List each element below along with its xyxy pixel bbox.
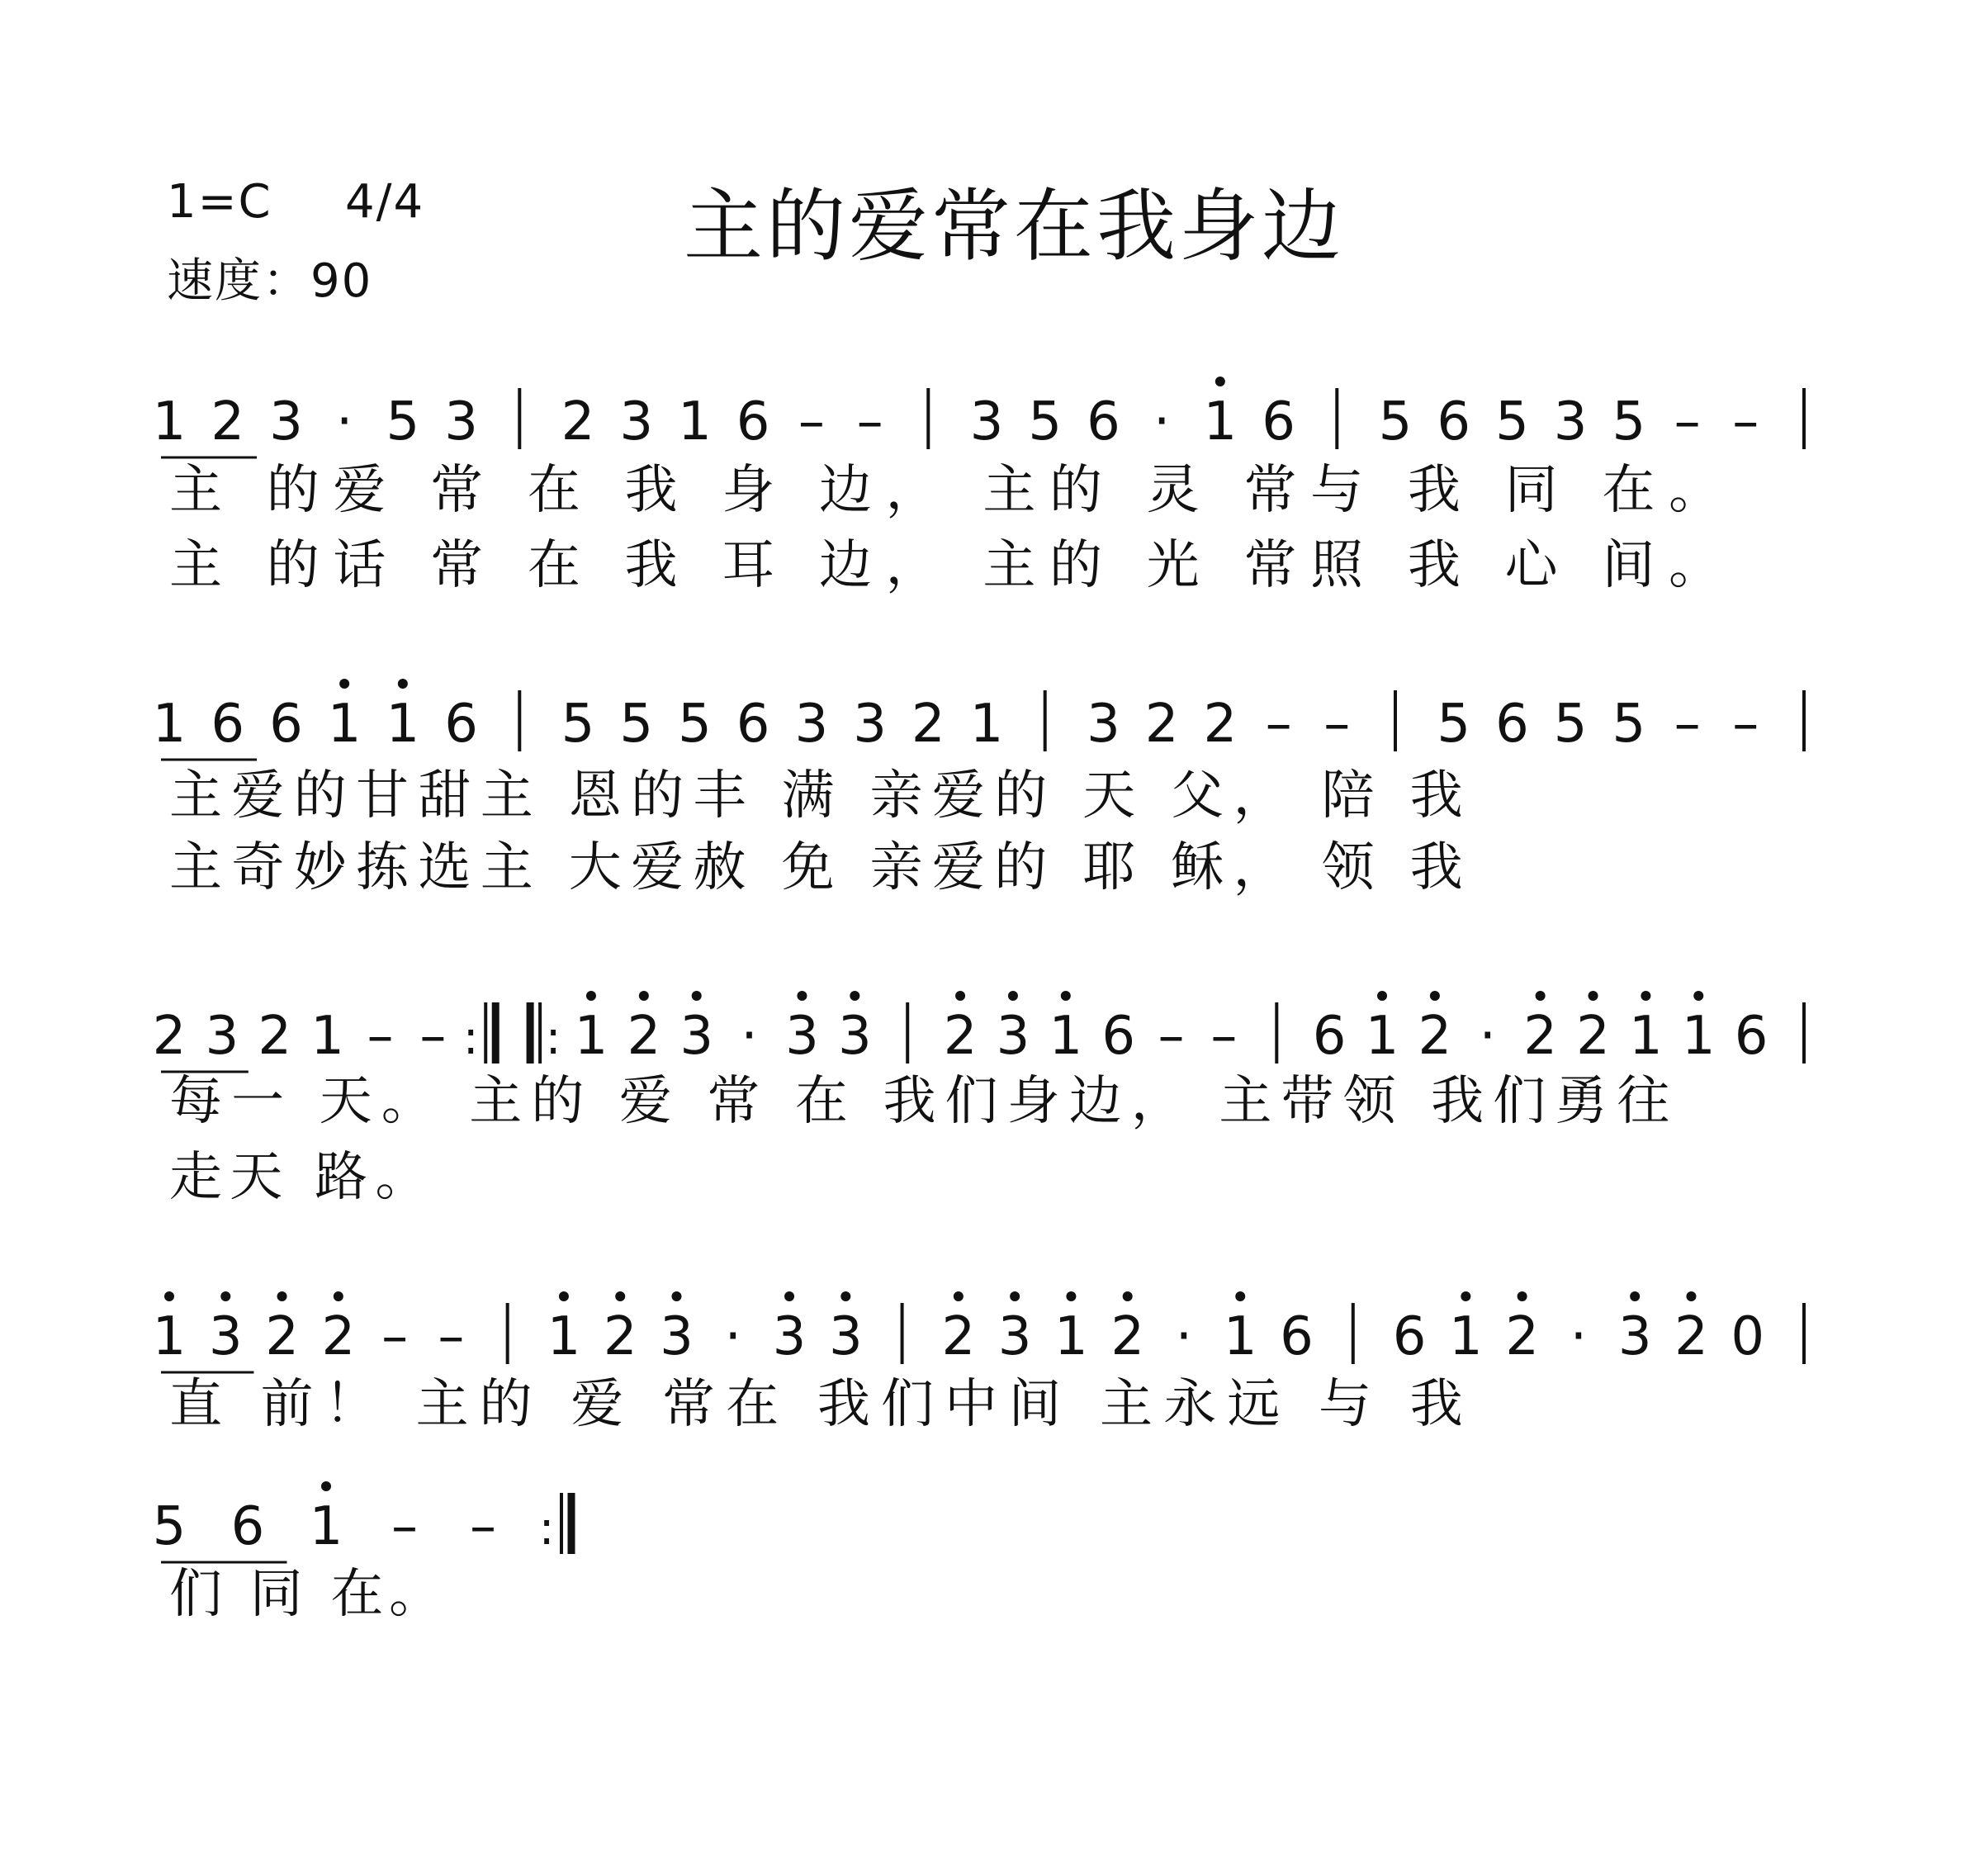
lyric-line: 每一 天。 主的 爱 常 在 我们身边， 主带领 我们勇往: [169, 1071, 1670, 1132]
note: 3: [996, 1006, 1030, 1067]
note: 6: [736, 694, 770, 755]
octave-high-dot: [784, 1291, 794, 1301]
note: 6: [230, 1496, 265, 1557]
note: 2: [1418, 1006, 1452, 1067]
octave-high-dot: [1123, 1291, 1133, 1301]
note: 6: [444, 694, 478, 755]
note: 3: [269, 391, 303, 452]
note: 5: [1437, 694, 1471, 755]
octave-high-dot: [586, 991, 596, 1001]
dash: –: [1732, 694, 1759, 755]
octave-high-dot: [1377, 991, 1387, 1001]
note: 2: [211, 391, 245, 452]
note: 1: [574, 1006, 608, 1067]
note: 3: [837, 1006, 872, 1067]
note: 5: [1495, 391, 1529, 452]
augmentation-dot: ·: [1153, 391, 1171, 452]
octave-high-dot: [1061, 991, 1071, 1001]
lyric-line: 们 同 在。: [169, 1564, 442, 1625]
lyric-line: 主 的爱 常 在 我 身 边， 主的 灵 常与 我 同 在。: [169, 460, 1721, 521]
note: 3: [619, 391, 654, 452]
octave-high-dot: [671, 1291, 681, 1301]
octave-high-dot: [334, 1291, 343, 1301]
augmentation-dot: ·: [1479, 1006, 1496, 1067]
note: 2: [1576, 1006, 1610, 1067]
note: 0: [1731, 1306, 1765, 1367]
repeat-dots: :: [462, 1011, 479, 1065]
dash: –: [1674, 694, 1701, 755]
note: 1: [386, 694, 420, 755]
note: 3: [660, 1306, 694, 1367]
augmentation-dot: ·: [1570, 1306, 1588, 1367]
note: 6: [211, 694, 245, 755]
dash: –: [391, 1496, 418, 1557]
note: 2: [941, 1306, 976, 1367]
note: 3: [969, 391, 1004, 452]
note: 5: [1378, 391, 1413, 452]
note: 1: [969, 694, 1004, 755]
note: 2: [911, 694, 945, 755]
note: 2: [265, 1306, 299, 1367]
octave-high-dot: [1589, 991, 1598, 1001]
note: 6: [1392, 1306, 1427, 1367]
note: 2: [943, 1006, 978, 1067]
dash: –: [381, 1306, 409, 1367]
note: 5: [678, 694, 712, 755]
note: 2: [258, 1006, 292, 1067]
octave-high-dot: [954, 1291, 964, 1301]
note: 5: [561, 694, 595, 755]
octave-high-dot: [639, 991, 649, 1001]
dash: –: [1674, 391, 1701, 452]
dash: –: [856, 391, 883, 452]
octave-high-dot: [1008, 991, 1018, 1001]
note: 1: [1223, 1306, 1257, 1367]
note: 2: [152, 1006, 187, 1067]
note: 5: [1612, 694, 1646, 755]
note: 1: [1203, 391, 1238, 452]
note: 3: [794, 694, 829, 755]
note: 6: [1734, 1006, 1768, 1067]
dash: –: [470, 1496, 496, 1557]
note: 3: [853, 694, 887, 755]
note: 3: [1553, 391, 1588, 452]
song-title: 主的爱常在我身边: [684, 180, 1344, 272]
lyric-line: 主奇妙拣选主 大爱赦 免 亲爱的 耶 稣， 领 我: [169, 837, 1463, 898]
octave-high-dot: [797, 991, 807, 1001]
note: 6: [1087, 391, 1120, 452]
lyric-line: 直 前！ 主的 爱 常在 我们中间 主永远 与 我: [169, 1374, 1463, 1435]
note: 5: [386, 391, 420, 452]
lyric-line: 主爱的甘甜主 恩的丰 满 亲爱的 天 父， 陪 我: [169, 765, 1463, 827]
octave-high-dot: [277, 1291, 287, 1301]
octave-high-dot: [1641, 991, 1650, 1001]
note: 3: [785, 1006, 819, 1067]
dash: –: [438, 1306, 465, 1367]
repeat-dots: :: [545, 1011, 561, 1065]
octave-high-dot: [1693, 991, 1703, 1001]
octave-high-dot: [1518, 1291, 1527, 1301]
tempo-marking: 速度：90: [167, 254, 373, 308]
note: 2: [603, 1306, 637, 1367]
note: 6: [1262, 391, 1295, 452]
octave-high-dot: [398, 679, 408, 689]
note: 5: [1553, 694, 1588, 755]
note: 5: [1028, 391, 1063, 452]
lyric-line: 走天 路。: [169, 1147, 429, 1208]
octave-high-dot: [1066, 1291, 1076, 1301]
note: 1: [310, 1006, 344, 1067]
dash: –: [419, 1006, 447, 1067]
octave-high-dot: [1235, 1291, 1245, 1301]
note: 3: [1087, 694, 1120, 755]
note: 1: [678, 391, 712, 452]
note: 6: [1101, 1006, 1136, 1067]
octave-high-dot: [1010, 1291, 1020, 1301]
note: 5: [1612, 391, 1646, 452]
note: 1: [152, 1306, 187, 1367]
note: 1: [547, 1306, 581, 1367]
dash: –: [1323, 694, 1351, 755]
octave-high-dot: [850, 991, 859, 1001]
note: 2: [1110, 1306, 1145, 1367]
note: 3: [1617, 1306, 1652, 1367]
note: 1: [309, 1496, 343, 1557]
octave-high-dot: [1215, 377, 1225, 386]
note: 1: [1448, 1306, 1483, 1367]
note: 6: [1495, 694, 1529, 755]
note: 1: [1054, 1306, 1088, 1367]
octave-high-dot: [692, 991, 702, 1001]
note: 3: [208, 1306, 243, 1367]
augmentation-dot: ·: [335, 391, 353, 452]
octave-high-dot: [339, 679, 349, 689]
dash: –: [1265, 694, 1292, 755]
note: 2: [1505, 1306, 1539, 1367]
note: 6: [736, 391, 770, 452]
octave-high-dot: [1430, 991, 1440, 1001]
dash: –: [367, 1006, 394, 1067]
octave-high-dot: [1461, 1291, 1470, 1301]
repeat-dots: :: [538, 1502, 555, 1556]
note: 3: [444, 391, 478, 452]
note: 2: [1674, 1306, 1708, 1367]
octave-high-dot: [164, 1291, 174, 1301]
octave-high-dot: [840, 1291, 850, 1301]
note: 2: [1203, 694, 1238, 755]
note: 1: [152, 694, 187, 755]
note: 1: [1681, 1006, 1716, 1067]
note: 2: [321, 1306, 356, 1367]
note: 6: [1312, 1006, 1347, 1067]
note: 3: [828, 1306, 863, 1367]
note: 1: [1365, 1006, 1399, 1067]
note: 2: [561, 391, 595, 452]
note: 6: [1437, 391, 1471, 452]
note: 3: [772, 1306, 807, 1367]
note: 3: [997, 1306, 1032, 1367]
octave-high-dot: [1686, 1291, 1696, 1301]
note: 1: [1629, 1006, 1663, 1067]
note: 2: [627, 1006, 661, 1067]
dash: –: [1158, 1006, 1185, 1067]
dash: –: [798, 391, 825, 452]
octave-high-dot: [1630, 1291, 1640, 1301]
note: 2: [1523, 1006, 1558, 1067]
augmentation-dot: ·: [1175, 1306, 1193, 1367]
note: 5: [619, 694, 654, 755]
octave-high-dot: [955, 991, 965, 1001]
dash: –: [1210, 1006, 1238, 1067]
note: 1: [327, 694, 362, 755]
note: 3: [679, 1006, 714, 1067]
time-signature: 4/4: [345, 175, 425, 229]
note: 6: [269, 694, 303, 755]
octave-high-dot: [220, 1291, 230, 1301]
note: 1: [1049, 1006, 1083, 1067]
note: 3: [205, 1006, 239, 1067]
octave-high-dot: [1536, 991, 1546, 1001]
note: 5: [152, 1496, 187, 1557]
octave-high-dot: [321, 1481, 331, 1491]
octave-high-dot: [615, 1291, 625, 1301]
augmentation-dot: ·: [724, 1306, 741, 1367]
octave-high-dot: [559, 1291, 569, 1301]
note: 1: [152, 391, 187, 452]
note: 6: [1280, 1306, 1314, 1367]
augmentation-dot: ·: [741, 1006, 758, 1067]
dash: –: [1732, 391, 1759, 452]
key-signature: 1=C: [167, 175, 272, 229]
note: 2: [1144, 694, 1179, 755]
lyric-line: 主 的话 常 在 我 耳 边， 主的 光 常照 我 心 间。: [169, 535, 1721, 596]
